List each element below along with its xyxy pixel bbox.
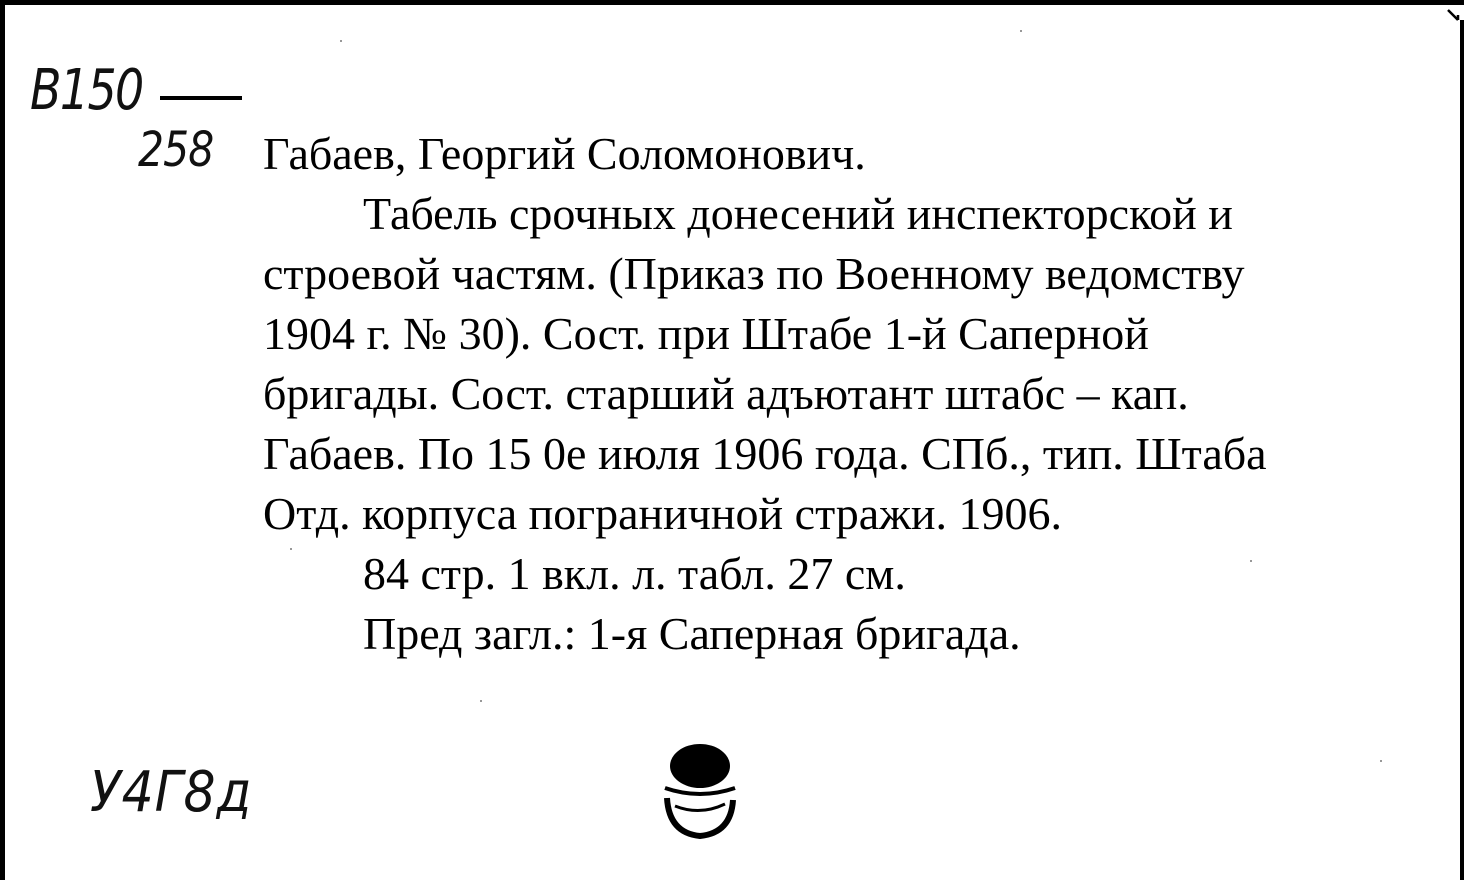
corner-mark [1446,8,1460,22]
physical-description: 84 стр. 1 вкл. л. табл. 27 см. [363,548,906,599]
title-line-1: Табель срочных донесений инспекторской и [363,188,1233,239]
shelf-mark-top: В150 [30,58,143,123]
record-note: Пред загл.: 1-я Саперная бригада. [363,608,1021,659]
inventory-code: У4Г8д [90,760,253,825]
title-line-5: Габаев. По 15 0е июля 1906 года. СПб., тип. Штаба [263,428,1267,479]
card-border-right [1460,20,1464,880]
title-line-6: Отд. корпуса пограничной стражи. 1906. [263,488,1063,539]
bibliographic-record [263,124,1267,664]
title-line-3: 1904 г. № 30). Сост. при Штабе 1-й Саперной [263,308,1149,359]
card-border-top [0,0,1464,5]
shelf-mark-rule [160,96,242,100]
shelf-mark-bottom: 258 [138,122,214,178]
paper-speck [340,40,342,42]
paper-speck [290,548,292,550]
card-border-left [0,0,5,880]
record-heading: Габаев, Георгий Соломонович. [263,128,866,179]
paper-speck [1020,30,1022,32]
title-line-2: строевой частям. (Приказ по Военному ведомству [263,248,1245,299]
paper-speck [1250,560,1252,562]
title-line-4: бригады. Сост. старший адъютант штабс – кап. [263,368,1189,419]
library-stamp-mark [655,738,745,848]
paper-speck [480,700,482,702]
paper-speck [1380,760,1382,762]
